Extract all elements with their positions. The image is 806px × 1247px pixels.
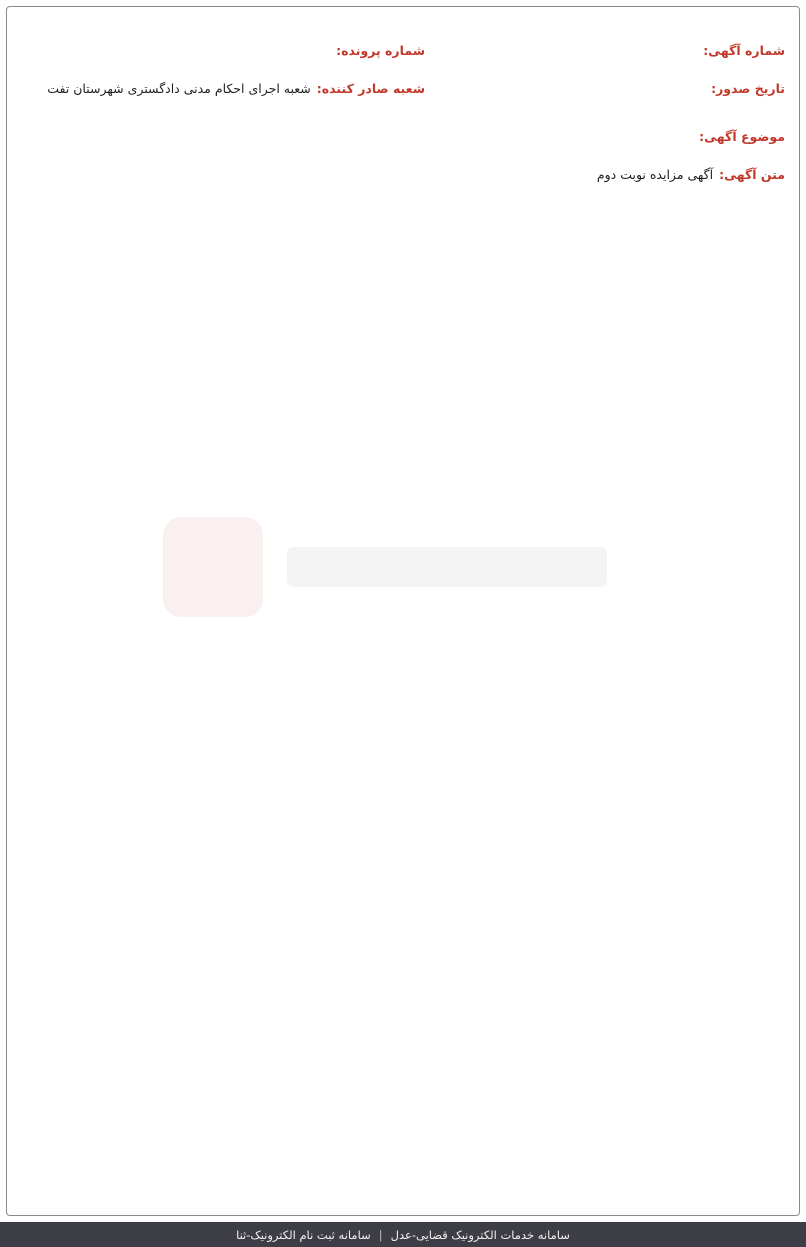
meta-row-numbers [21,39,785,61]
title-label: متن آگهی: [719,166,785,182]
notice-body-text [21,197,785,1187]
title-value: آگهی مزایده نوبت دوم [596,166,714,182]
notice-sheet [6,6,800,1216]
footer-separator: | [378,1227,383,1242]
issuer-label: شعبه صادر کننده: [316,80,425,96]
header-metadata [21,7,785,182]
notice-title [597,167,785,182]
issue-date-label: تاریخ صدور: [711,80,785,96]
subject [693,129,785,144]
footer-bar [0,1222,806,1247]
footer-link-adl[interactable]: سامانه خدمات الکترونیک قضایی-عدل [390,1227,570,1242]
issuer-value: شعبه اجرای احکام مدنی دادگستری شهرستان تفت [47,80,311,96]
subject-label: موضوع آگهی: [699,128,785,144]
ad-number-label: شماره آگهی: [703,42,785,58]
ad-number [425,43,785,58]
case-number-label: شماره پرونده: [336,42,425,58]
meta-row-issue [21,77,785,99]
issuer [21,81,425,96]
meta-row-title [21,163,785,185]
meta-row-subject [21,125,785,147]
footer-link-sana[interactable]: سامانه ثبت نام الکترونیک-ثنا [236,1227,371,1242]
issue-date [425,81,785,96]
case-number [21,43,425,58]
